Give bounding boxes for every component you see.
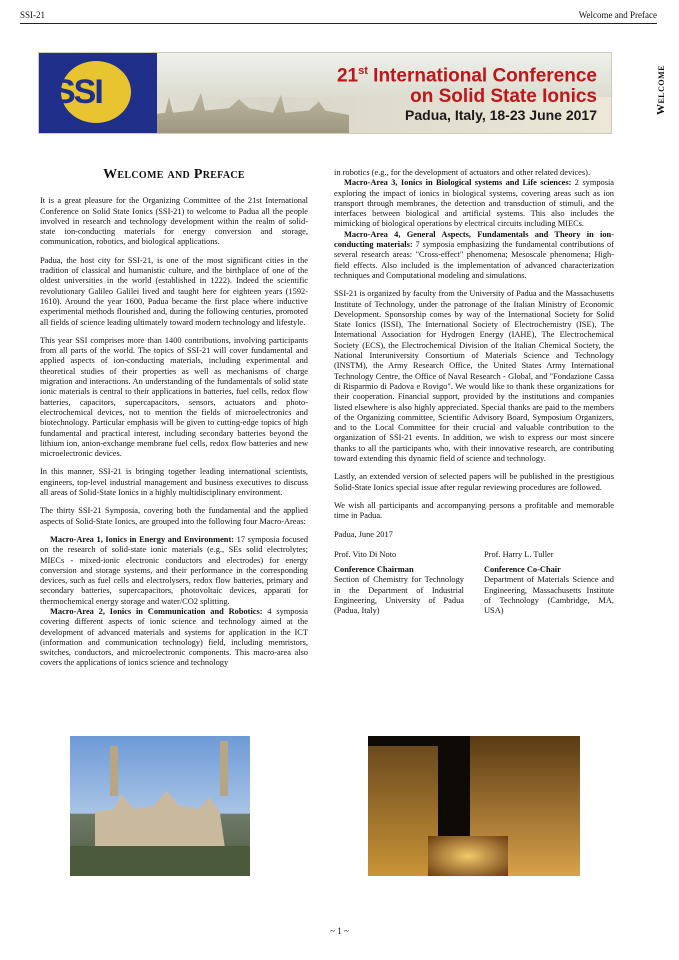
signatures xyxy=(334,550,614,617)
logo-text: SSI xyxy=(53,73,102,111)
paragraph-padua: Padua, the host city for SSI-21, is one of the most significant cities in the tradition of classical and humanistic culture, and the birthplace of one of the oldest universities in the world (established in 1222). Indeed the scientific revolutionary Galileo Galilei lived and taught here for eighteen years (1592-1610). Around the year 1600, Padua became the first place where inductive experimental methods flourished and, during the following centuries, promoted all fields of science leading ultimately toward modern technology and lifestyle. xyxy=(40,255,308,327)
macro-area-2 xyxy=(40,607,308,669)
paragraph-topics: This year SSI comprises more than 1400 contributions, involving participants from all parts of the world. The topics of SSI-21 will cover fundamental and applied aspects of ion-conducting materials, including experimental and theoretical studies of their properties as well as mechanisms of charge migration and interactions. An understanding of the fundamentals of solid state ionic materials is central to their applications in batteries, fuel cells, redox flow batteries, capacitors, supercapacitors, sensors, actuators and photo-electrochemical devices, not to mention the fields of microelectronics and biotechnology. Particular emphasis will be given to cutting-edge topics of high fundamental and practical interest, including secondary batteries beyond the lithium ion, anion-exchange membrane fuel cells, redox flow batteries and new microelectronic devices. xyxy=(40,335,308,459)
night-square-photo xyxy=(368,736,580,876)
banner-title xyxy=(337,61,597,107)
basilica-domes xyxy=(95,788,225,848)
paragraph-organization: SSI-21 is organized by faculty from the University of Padua and the Massachusetts Institute of Technology, under the patronage of the Italian Ministry of Economic Development. Sponsorship comes by way of the International Society for Solid State Ionics (ISSI), The International Society of Electrochemistry (ISE), The International Association for Hydrogen Energy (IAHE), The Electrochemical Society (ECS), the Electrochemical Division of the Italian Chemical Society, the National Interuniversity Consortium of Materials Science and Technology (INSTM), the Army Research Office, the United States Army International Technology Centre, the Office of Naval Research - Global, and "Fondazione Cassa di Risparmio di Padova e Rovigo". We would like to thank these organizations for their cooperation. Financial support, provided by the institutions and companies listed elsewhere is also highly appreciated. Special thanks are paid to the members of the Organizing committee, Scientific Advisory Board, Symposium Organizers, and to the Local Committee for their crucial and valuable contribution to the organization of SSI-21 events. In addition, we wish to express our most sincere thanks to all the participants who, with their innovative research, are contributing toward extending this dynamic field of science and technology. xyxy=(334,289,614,464)
macro-area-2-continued: in robotics (e.g., for the development of actuators and other related devices). xyxy=(334,168,591,177)
macro-area-4-body: 7 symposia emphasizing the fundamental contributions of several research areas: "Cross-effect" phenomena; Mesoscale phenomena; High-field effects. Also included is the implementation of advanced characterization techniques and Computational modeling and simulations. xyxy=(334,240,615,280)
basilica-photo xyxy=(70,736,250,876)
macro-area-1-body: 17 symposia focused on the research of solid-state ionic materials (e.g., SEs solid electrolytes; MIECs - mixed-ionic electronic conductors and electrodes) for energy conversion and storage systems, and their performance in the corresponding devices, such as fuel cells and electrolysers, redox flow batteries, primary and secondary batteries, supercapacitors, photovoltaic devices, apparati for thermochemical energy storage and water/CO2 splitting. xyxy=(40,534,309,606)
ssi-logo xyxy=(39,53,157,133)
banner-title-rest: International Conference xyxy=(367,65,597,87)
macro-area-1 xyxy=(40,535,308,607)
macro-area-1-title: Macro-Area 1, Ionics in Energy and Environment: xyxy=(50,534,235,544)
date-line: Padua, June 2017 xyxy=(334,529,393,539)
paragraph-manner: In this manner, SSI-21 is bringing together leading international scientists, engineers, top-level industrial management and business executives to discuss all areas of Solid-State Ionics in a highly multidisciplinary environment. xyxy=(40,467,308,498)
running-header-left: SSI-21 xyxy=(20,10,46,20)
chair-affiliation: Section of Chemistry for Technology in the Department of Industrial Engineering, University of Padua (Padua, Italy) xyxy=(334,575,464,616)
conference-banner xyxy=(38,52,612,134)
macro-area-3 xyxy=(334,178,614,229)
right-column xyxy=(334,168,614,617)
paragraph-wishes: We wish all participants and accompanying persons a profitable and memorable time in Padua. xyxy=(334,500,614,521)
chair-name: Prof. Vito Di Noto xyxy=(334,549,397,559)
signature-chair xyxy=(334,550,464,617)
macro-area-4 xyxy=(334,230,614,281)
basilica-lawn xyxy=(70,846,250,876)
paragraph-publication: Lastly, an extended version of selected papers will be published in the prestigious Solid-State Ionics special issue after regular reviewing procedures are followed. xyxy=(334,472,614,492)
banner-place-date: Padua, Italy, 18-23 June 2017 xyxy=(405,107,597,123)
section-side-tab xyxy=(651,50,671,130)
paragraph-symposia: The thirty SSI-21 Symposia, covering both the fundamental and the applied aspects of Solid-State Ionics, are grouped into the following four Macro-Areas: xyxy=(40,506,308,526)
cochair-affiliation: Department of Materials Science and Engineering, Massachusetts Institute of Technology (Cambridge, MA, USA) xyxy=(484,575,614,616)
left-column xyxy=(40,168,308,669)
macro-area-4-title: Macro-Area 4, General Aspects, Fundamentals and Theory in ion-conducting materials: xyxy=(334,229,614,250)
macro-area-2-body: 4 symposia covering different aspects of ionic science and technology aimed at the development of advanced materials and systems for application in the ICT (information and communication technology) field, including memristors, switches, conductors, and microelectronic components. This macro-area also covers the applications of ionics science and technology xyxy=(40,606,308,668)
page-number: ~ 1 ~ xyxy=(330,926,349,936)
basilica-tower-right xyxy=(220,741,228,796)
banner-title-number: 21 xyxy=(336,65,359,87)
page-title: Welcome and Preface xyxy=(103,167,245,182)
header-rule xyxy=(20,23,657,24)
cochair-name: Prof. Harry L. Tuller xyxy=(484,549,554,559)
signature-cochair xyxy=(484,550,614,617)
paragraph-intro: It is a great pleasure for the Organizing Committee of the 21st International Conference on Solid State Ionics (SSI-21) to welcome to Padua all the people involved in research and technology development within the realm of solid-state ion-conducting materials for energy conversion and storage, communication, robotics, and biological applications. xyxy=(40,196,308,247)
macro-area-2-title: Macro-Area 2, Ionics in Communication and Robotics: xyxy=(50,606,263,616)
cochair-role: Conference Co-Chair xyxy=(484,565,561,575)
macro-area-3-title: Macro-Area 3, Ionics in Biological systems and Life sciences: xyxy=(344,178,572,188)
running-header-right: Welcome and Preface xyxy=(578,10,657,20)
chair-role: Conference Chairman xyxy=(334,565,414,575)
banner-title-line2: on Solid State Ionics xyxy=(410,86,597,108)
basilica-tower-left xyxy=(110,746,118,796)
banner-title-ordinal: st xyxy=(358,65,368,77)
night-glow xyxy=(428,836,508,876)
macro-area-3-body: 2 symposia exploring the impact of ionics in biological systems, covering areas such as ion transport through membranes, the detection and transduction of stimuli, and the interfaces between biological and artificial systems. This also includes the mimicking of biological operations by electrical circuits including MIECs. xyxy=(334,178,615,229)
side-tab-label: Welcome xyxy=(655,64,667,116)
